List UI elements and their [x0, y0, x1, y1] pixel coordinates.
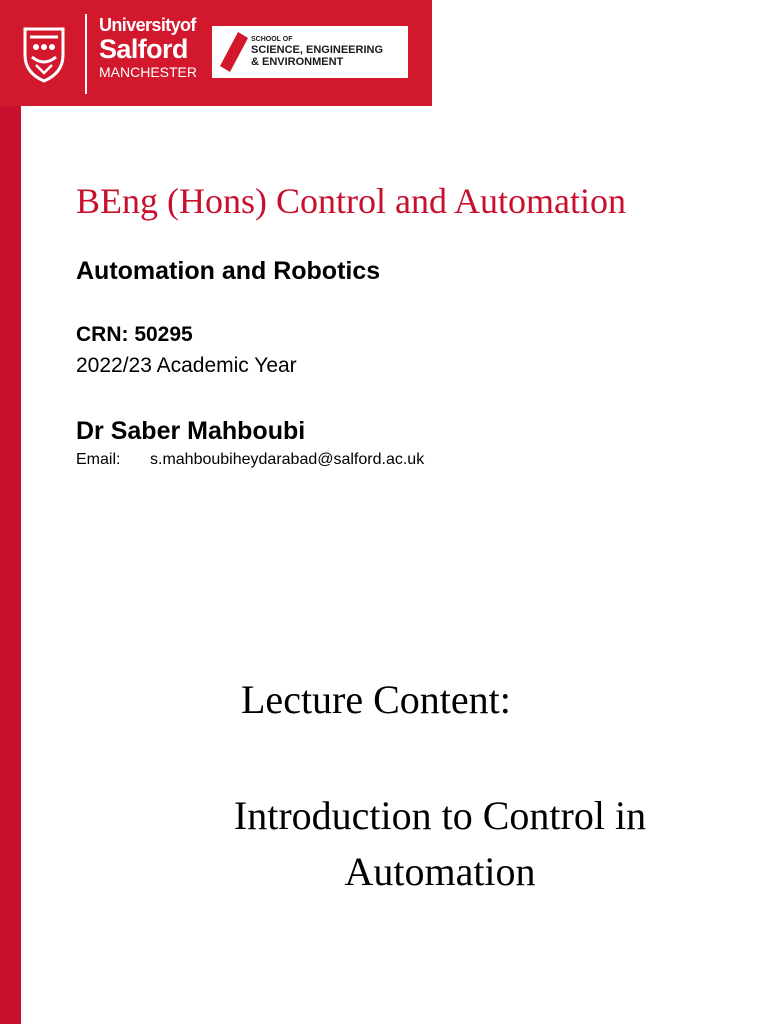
crn-number: CRN: 50295: [76, 323, 193, 346]
university-name-line3: MANCHESTER: [99, 64, 198, 80]
email-row: [76, 450, 424, 470]
university-crest-icon: [22, 25, 66, 83]
programme-title: BEng (Hons) Control and Automation: [76, 181, 626, 221]
header-banner: [0, 0, 432, 106]
school-logo-icon: [218, 30, 250, 74]
lecture-title-line2: Automation: [344, 849, 536, 894]
left-accent-bar: [0, 0, 21, 1024]
email-label: Email:: [76, 451, 121, 468]
lecture-title: [180, 788, 700, 900]
university-name-line1: Universityof: [99, 15, 196, 35]
academic-year: 2022/23 Academic Year: [76, 354, 297, 377]
university-name-line2: Salford: [99, 34, 188, 64]
email-address[interactable]: s.mahboubiheydarabad@salford.ac.uk: [150, 451, 425, 468]
lecturer-name: Dr Saber Mahboubi: [76, 417, 306, 445]
lecture-title-line1: Introduction to Control in: [233, 793, 647, 838]
header-divider: [85, 14, 87, 94]
school-name-prefix: SCHOOL OF: [251, 36, 293, 43]
university-logo-text: [99, 15, 197, 81]
school-name-line2: & ENVIRONMENT: [251, 56, 344, 68]
module-title: Automation and Robotics: [76, 257, 381, 285]
school-name: [251, 36, 383, 68]
school-name-line1: SCIENCE, ENGINEERING: [251, 44, 384, 56]
lecture-content-label: Lecture Content:: [241, 677, 511, 722]
school-logo: [212, 26, 408, 78]
